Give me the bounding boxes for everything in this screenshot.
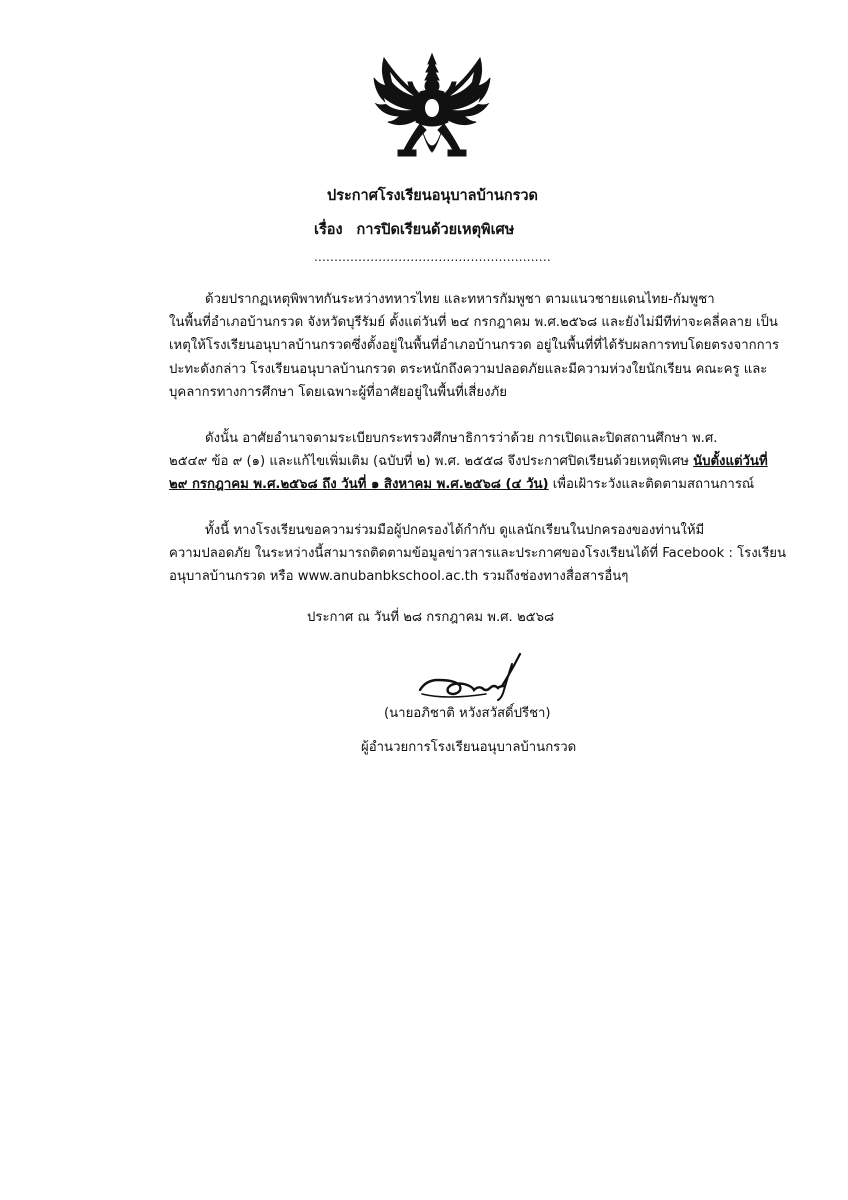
paragraph-line: ด้วยปรากฏเหตุพิพาทกันระหว่างทหารไทย และทหารกัมพูชา ตามแนวชายแดนไทย-กัมพูชา (205, 292, 715, 307)
paragraph-line: เหตุให้โรงเรียนอนุบาลบ้านกรวดซึ่งตั้งอยู่ในพื้นที่อำเภอบ้านกรวด อยู่ในพื้นที่ที่ได้รับผลการทบโดยตรงจากการ (169, 338, 780, 354)
paragraph-line: บุคลากรทางการศึกษา โดยเฉพาะผู้ที่อาศัยอยู่ในพื้นที่เสี่ยงภัย (169, 384, 507, 400)
paragraph-text: เพื่อเฝ้าระวังและติดตามสถานการณ์ (548, 477, 755, 493)
announcement-subject (0, 218, 848, 241)
separator-line: ........................................................... (314, 250, 551, 264)
heading-text: ประกาศโรงเรียนอนุบาลบ้านกรวด (327, 188, 538, 204)
closure-date-highlight: นับตั้งแต่วันที่ (693, 454, 768, 470)
paragraph-2 (169, 427, 768, 497)
paragraph-line: ดังนั้น อาศัยอำนาจตามระเบียบกระทรวงศึกษาธิการว่าด้วย การเปิดและปิดสถานศึกษา พ.ศ. (205, 431, 718, 446)
paragraph-line: ทั้งนี้ ทางโรงเรียนขอความร่วมมือผู้ปกครองได้กำกับ ดูแลนักเรียนในปกครองของท่านให้มี (205, 523, 705, 538)
announcement-heading (0, 184, 848, 207)
paragraph-line: ปะทะดังกล่าว โรงเรียนอนุบาลบ้านกรวด ตระหนักถึงความปลอดภัยและมีความห่วงใยนักเรียน คณะครู และ (169, 361, 768, 377)
paragraph-3 (169, 519, 787, 589)
announcement-date: ประกาศ ณ วันที่ ๒๘ กรกฎาคม พ.ศ. ๒๕๖๘ (307, 610, 555, 625)
signer-title: ผู้อำนวยการโรงเรียนอนุบาลบ้านกรวด (361, 740, 577, 755)
subject-text: การปิดเรียนด้วยเหตุพิเศษ (356, 222, 515, 238)
paragraph-1 (169, 288, 780, 404)
paragraph-line (169, 473, 755, 496)
paragraph-text: ๒๕๔๙ ข้อ ๙ (๑) และแก้ไขเพิ่มเติม (ฉบับที่ ๒) พ.ศ. ๒๕๕๘ จึงประกาศปิดเรียนด้วยเหตุพิเศษ (169, 454, 694, 470)
paragraph-line: ความปลอดภัย ในระหว่างนี้สามารถติดตามข้อมูลข่าวสารและประกาศของโรงเรียนได้ที่ Facebook : โรงเรียน (169, 546, 787, 562)
closure-date-highlight: ๒๙ กรกฎาคม พ.ศ.๒๕๖๘ ถึง วันที่ ๑ สิงหาคม พ.ศ.๒๕๖๘ (๔ วัน) (169, 477, 549, 493)
garuda-emblem-icon (370, 52, 494, 170)
subject-label: เรื่อง (314, 222, 343, 238)
paragraph-line: อนุบาลบ้านกรวด หรือ www.anubanbkschool.ac.th รวมถึงช่องทางสื่อสารอื่นๆ (169, 569, 629, 585)
handwritten-signature-icon (416, 650, 526, 708)
paragraph-line (169, 450, 768, 473)
signer-name: (นายอภิชาติ หวังสวัสดิ์ปรีชา) (384, 706, 551, 721)
paragraph-line: ในพื้นที่อำเภอบ้านกรวด จังหวัดบุรีรัมย์ ตั้งแต่วันที่ ๒๔ กรกฎาคม พ.ศ.๒๕๖๘ และยังไม่มีทีท่าจะคลี่คลาย เป็น (169, 315, 778, 331)
